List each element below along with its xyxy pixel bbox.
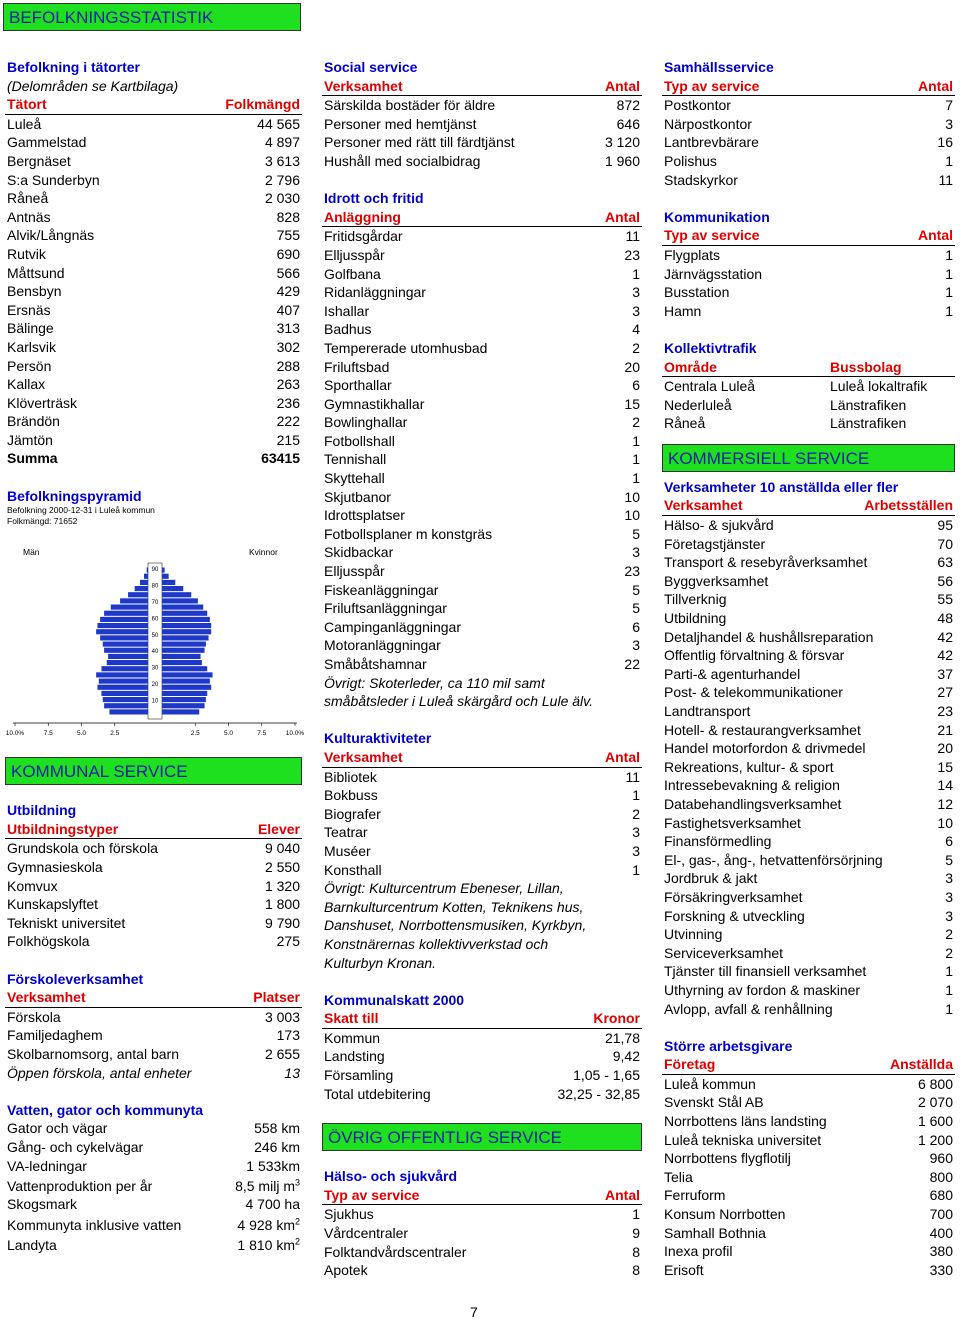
table-row: Kommun 21,78 [324, 1029, 640, 1046]
pyramid-bar-women [162, 703, 205, 708]
pyramid-bar-men [107, 660, 148, 665]
table-row: Rutvik 690 [7, 245, 300, 262]
table-row: Svenskt Stål AB 2 070 [664, 1094, 953, 1111]
section-heading: Befolkning i tätorter [7, 59, 141, 75]
section-heading: Samhällsservice [664, 59, 774, 75]
section-heading: Verksamheter 10 anställda eller fler [664, 478, 899, 495]
pyramid-bar-men [96, 673, 148, 678]
pyramid-caption: Folkmängd: 71652 [7, 516, 78, 527]
table-row: Fastighetsverksamhet 10 [664, 814, 953, 831]
table-row: Idrottsplatser 10 [324, 507, 640, 524]
table-header: Anläggning Antal [322, 208, 642, 228]
pyramid-bar-men [109, 710, 148, 715]
section-heading: Social service [324, 59, 418, 75]
table-row: Elljusspår 23 [324, 246, 640, 263]
pyramid-bar-men [101, 666, 148, 671]
note-line: Barnkulturcentrum Kotten, Teknikens hus, [324, 898, 584, 915]
pyramid-age-label: 80 [151, 583, 159, 590]
table-row: Hushåll med socialbidrag 1 960 [324, 152, 640, 169]
ovrig-service-box: ÖVRIG OFFENTLIG SERVICE [322, 1123, 642, 1151]
table-row: Biografer 2 [324, 805, 640, 822]
communication-table [662, 246, 955, 320]
pyramid-x-tick-label: 2.5 [110, 730, 120, 738]
pyramid-caption: Befolkning 2000-12-31 i Luleå kommun [7, 505, 155, 516]
table-row: Campinganläggningar 6 [324, 618, 640, 635]
note-line: småbåtsleder i Luleå skärgård och Lule älv. [324, 693, 594, 710]
table-row: Grundskola och förskola 9 040 [7, 840, 300, 857]
table-row: S:a Sunderbyn 2 796 [7, 171, 300, 188]
pyramid-age-label: 30 [151, 665, 159, 672]
pyramid-bar-men [144, 574, 148, 579]
table-row: Handel motorfordon & drivmedel 20 [664, 740, 953, 757]
table-row: Måttsund 566 [7, 264, 300, 281]
table-row: Karlsvik 302 [7, 338, 300, 355]
pyramid-bar-women [162, 679, 210, 684]
pyramid-bar-women [162, 666, 207, 671]
table-row: Folkhögskola 275 [7, 933, 300, 950]
pyramid-x-tick-label: 10.0% [5, 730, 25, 738]
water-table [5, 1119, 302, 1175]
pyramid-age-label: 40 [151, 649, 159, 656]
table-row: Ridanläggningar 3 [324, 284, 640, 301]
table-row: Byggverksamhet 56 [664, 572, 953, 589]
pyramid-bar-men [99, 679, 148, 684]
pyramid-bar-men [120, 599, 148, 604]
table-header: Område Bussbolag [662, 358, 955, 378]
pyramid-age-label: 60 [151, 616, 159, 623]
page-number: 7 [470, 1304, 478, 1320]
pyramid-age-label: 90 [151, 567, 159, 574]
business-table [662, 516, 955, 1018]
table-row: Ishallar 3 [324, 302, 640, 319]
preschool-table [5, 1008, 302, 1064]
health-table [322, 1205, 642, 1279]
pyramid-x-tick-label: 5.0 [223, 730, 234, 738]
table-row: Brändön 222 [7, 413, 300, 430]
pyramid-bar-women [162, 673, 213, 678]
table-row: Komvux 1 320 [7, 877, 300, 894]
table-row: Fritidsgårdar 11 [324, 228, 640, 245]
table-row: Intressebevakning & religion 14 [664, 777, 953, 794]
table-row: Förskola 3 003 [7, 1008, 300, 1025]
column-right [662, 58, 955, 1279]
table-row: Inexa profil 380 [664, 1243, 953, 1260]
pyramid-bar-women [162, 697, 206, 702]
table-header: Verksamhet Platser [5, 988, 302, 1008]
table-row: Gymnastikhallar 15 [324, 395, 640, 412]
section-heading: Kollektivtrafik [664, 339, 757, 356]
table-row: Tennishall 1 [324, 451, 640, 468]
table-row: Lantbrevbärare 16 [664, 134, 953, 151]
table-row: Centrala Luleå Luleå lokaltrafik [664, 378, 928, 395]
table-row: Tjänster till finansiell verksamhet 1 [664, 963, 953, 980]
table-row: Serviceverksamhet 2 [664, 944, 953, 961]
table-row: Badhus 4 [324, 321, 640, 338]
pyramid-bar-men [140, 580, 148, 585]
pyramid-bar-men [100, 636, 148, 641]
table-row: Databehandlingsverksamhet 12 [664, 795, 953, 812]
column-middle [322, 58, 642, 1280]
pyramid-men-label: Män [23, 547, 40, 558]
table-row: Transport & resebyråverksamhet 63 [664, 554, 953, 571]
pyramid-bar-women [162, 654, 201, 659]
page-title-box [3, 3, 301, 31]
table-row: Klöverträsk 236 [7, 394, 300, 411]
table-row: Gammelstad 4 897 [7, 134, 300, 151]
table-row: Luleå tekniska universitet 1 200 [664, 1131, 953, 1148]
table-row: Ersnäs 407 [7, 301, 300, 318]
table-row: Småbåtshamnar 22 [324, 656, 640, 672]
section-heading: Kommunikation [664, 208, 770, 225]
social-table [322, 96, 642, 170]
table-row: Öppen förskola, antal enheter 13 [7, 1064, 300, 1081]
pyramid-age-label: 20 [151, 682, 159, 689]
table-row: Jämtön 215 [7, 431, 300, 448]
table-row: Skyttehall 1 [324, 470, 640, 487]
table-row: Hotell- & restaurangverksamhet 21 [664, 721, 953, 738]
table-row: Golfbana 1 [324, 265, 640, 282]
table-row: Bensbyn 429 [7, 283, 300, 300]
section-subheading: (Delområden se Kartbilaga) [7, 77, 179, 94]
pyramid-bar-men [104, 703, 148, 708]
table-row: Polishus 1 [664, 152, 953, 169]
table-row: Luleå 44 565 [7, 115, 300, 132]
table-row: Skjutbanor 10 [324, 488, 640, 505]
table-header: Typ av service Antal [322, 1186, 642, 1206]
table-row: Parti-& agenturhandel 37 [664, 665, 953, 682]
sum-row: Summa 63415 [7, 450, 300, 467]
table-row: Friluftsanläggningar 5 [324, 600, 640, 617]
table-row: Hälso- & sjukvård 95 [664, 517, 953, 534]
society-table [662, 96, 955, 189]
table-row: Persön 288 [7, 357, 300, 374]
table-header: Typ av service Antal [662, 77, 955, 97]
table-row: Motoranläggningar 3 [324, 637, 640, 654]
table-header: Verksamhet Antal [322, 77, 642, 97]
tax-table [322, 1029, 642, 1103]
pyramid-bar-men [103, 697, 148, 702]
table-header: Verksamhet Arbetsställen [662, 496, 955, 516]
table-row: Apotek 8 [324, 1262, 640, 1279]
table-row: Alvik/Långnäs 755 [7, 227, 300, 244]
table-row: VA-ledningar 1 533km [7, 1157, 300, 1174]
pyramid-bar-women [162, 580, 175, 585]
table-row: Landtransport 23 [664, 703, 953, 719]
note-line: Övrigt: Kulturcentrum Ebeneser, Lillan, [324, 880, 564, 897]
table-row: Råneå Länstrafiken [664, 415, 907, 432]
pyramid-x-tick-label: 5.0 [76, 730, 87, 738]
pyramid-bar-women [162, 636, 209, 641]
pyramid-bar-women [162, 592, 191, 597]
table-row: Kallax 263 [7, 376, 300, 393]
pyramid-bar-men [103, 642, 148, 647]
pyramid-bar-men [104, 611, 148, 616]
table-row: Särskilda bostäder för äldre 872 [324, 97, 640, 114]
column-left [5, 58, 305, 1254]
pyramid-bar-women [162, 599, 198, 604]
table-row: Teatrar 3 [324, 824, 640, 841]
table-row: Personer med rätt till färdtjänst 3 120 [324, 134, 640, 151]
pyramid-age-label: 70 [151, 600, 159, 607]
pyramid-bar-women [162, 648, 205, 653]
table-row: Ferruform 680 [664, 1187, 953, 1204]
sports-table [322, 227, 642, 673]
table-row: Gymnasieskola 2 550 [7, 859, 300, 876]
pyramid-age-label: 10 [151, 698, 159, 705]
note-line: Danshuset, Norrbottensmusiken, Kyrkbyn, [324, 917, 587, 934]
section-heading: Hälso- och sjukvård [324, 1168, 458, 1185]
table-row: Antnäs 828 [7, 208, 300, 225]
pyramid-chart [5, 505, 305, 745]
section-heading: Förskoleverksamhet [7, 970, 144, 987]
table-row: Skolbarnomsorg, antal barn 2 655 [7, 1045, 300, 1062]
table-row: Skogsmark 4 700 ha [7, 1196, 300, 1213]
note-line: Konstnärernas kollektivverkstad och [324, 935, 549, 952]
transit-table [662, 377, 955, 433]
table-row: Rekreations, kultur- & sport 15 [664, 758, 953, 775]
pyramid-bar-women [162, 568, 165, 573]
pyramid-bar-men [97, 685, 148, 690]
pyramid-bar-women [162, 642, 206, 647]
table-row: Utvinning 2 [664, 926, 953, 943]
table-row: Tempererade utomhusbad 2 [324, 339, 640, 356]
table-header: Typ av service Antal [662, 226, 955, 246]
pyramid-bar-women [162, 691, 207, 696]
table-row: Busstation 1 [664, 284, 953, 301]
table-row: El-, gas-, ång-, hetvattenförsörjning 5 [664, 851, 953, 868]
table-row: Vattenproduktion per år 8,5 milj $m^3$ [7, 1177, 300, 1195]
section-heading: Vatten, gator och kommunyta [7, 1101, 204, 1118]
table-row: Offentlig förvaltning & försvar 42 [664, 647, 953, 664]
pyramid-bar-women [162, 629, 211, 634]
table-row: Erisoft 330 [664, 1261, 953, 1278]
table-row: Närpostkontor 3 [664, 115, 953, 132]
pyramid-x-tick-label: 10.0% [285, 730, 305, 738]
table-row: Stadskyrkor 11 [664, 171, 953, 188]
note-line: Kulturbyn Kronan. [324, 954, 437, 971]
table-row: Konsum Norrbotten 700 [664, 1206, 953, 1223]
table-row: Jordbruk & jakt 3 [664, 870, 953, 887]
section-heading: Kommunalskatt 2000 [324, 991, 465, 1008]
section-heading: Befolkningspyramid [7, 487, 142, 504]
pyramid-bar-men [97, 623, 148, 628]
education-table [5, 839, 302, 951]
table-row: Bergnäset 3 613 [7, 152, 300, 169]
table-row: Total utdebitering 32,25 - 32,85 [324, 1085, 640, 1102]
pyramid-bar-women [162, 611, 207, 616]
table-header: Utbildningstyper Elever [5, 820, 302, 840]
table-row: Konsthall 1 [324, 861, 640, 878]
table-row: Uthyrning av fordon & maskiner 1 [664, 981, 953, 998]
table-row: Elljusspår 23 [324, 563, 640, 580]
pyramid-bar-women [162, 605, 203, 610]
pyramid-bar-men [147, 568, 148, 573]
pyramid-women-label: Kvinnor [249, 547, 278, 558]
pyramid-bar-men [96, 629, 148, 634]
table-row: Detaljhandel & hushållsreparation 42 [664, 628, 953, 645]
section-heading: Idrott och fritid [324, 190, 424, 207]
table-row: Fotbollsplaner m konstgräs 5 [324, 525, 640, 542]
table-row: Landyta 1 810 $km^2$ [7, 1236, 300, 1253]
table-row: Tekniskt universitet 9 790 [7, 914, 300, 931]
table-row: Luleå kommun 6 800 [664, 1075, 953, 1092]
table-row: Finansförmedling 6 [664, 833, 953, 850]
table-header: Verksamhet Antal [322, 748, 642, 768]
note-line: Övrigt: Skoterleder, ca 110 mil samt [324, 674, 545, 691]
table-header: Skatt till Kronor [322, 1009, 642, 1029]
pyramid-bar-women [162, 586, 183, 591]
pyramid-bar-men [111, 605, 148, 610]
kommunal-service-box: KOMMUNAL SERVICE [5, 757, 302, 785]
culture-table [322, 768, 642, 880]
table-row: Avlopp, avfall & renhållning 1 [664, 1000, 953, 1017]
pyramid-bar-men [135, 586, 148, 591]
pyramid-bar-men [108, 654, 148, 659]
table-row: Muséer 3 [324, 842, 640, 859]
table-row: Bowlinghallar 2 [324, 414, 640, 431]
table-row: Kunskapslyftet 1 800 [7, 896, 300, 913]
table-row: Råneå 2 030 [7, 190, 300, 207]
pyramid-bar-women [162, 623, 211, 628]
pyramid-bar-women [162, 574, 169, 579]
table-row: Tillverknig 55 [664, 591, 953, 608]
table-row: Familjedaghem 173 [7, 1027, 300, 1044]
pyramid-bar-men [104, 648, 148, 653]
table-row: Försäkringverksamhet 3 [664, 888, 953, 905]
pyramid-bar-women [162, 685, 211, 690]
table-row: Gång- och cykelvägar 246 km [7, 1138, 300, 1155]
table-row: Sporthallar 6 [324, 377, 640, 394]
table-row: Utbildning 48 [664, 610, 953, 627]
table-row: Fotbollshall 1 [324, 432, 640, 449]
table-row: Hamn 1 [664, 302, 953, 319]
table-row: Sjukhus 1 [324, 1206, 640, 1223]
table-row: Postkontor 7 [664, 97, 953, 114]
pyramid-bar-men [128, 592, 148, 597]
population-pyramid [5, 505, 305, 745]
pyramid-bar-women [162, 617, 210, 622]
population-table [5, 115, 302, 450]
pyramid-bar-women [162, 710, 199, 715]
table-row: Samhall Bothnia 400 [664, 1224, 953, 1241]
table-row: Friluftsbad 20 [324, 358, 640, 375]
table-row: Forskning & utveckling 3 [664, 907, 953, 924]
section-heading: Större arbetsgivare [664, 1037, 793, 1054]
section-heading: Utbildning [7, 802, 77, 819]
table-row: Telia 800 [664, 1168, 953, 1185]
table-row: Vårdcentraler 9 [324, 1225, 640, 1242]
table-row: Företagstjänster 70 [664, 535, 953, 552]
table-row: Gator och vägar 558 km [7, 1120, 300, 1137]
table-row: Bokbuss 1 [324, 787, 640, 804]
table-row: Skidbackar 3 [324, 544, 640, 561]
table-row: Järnvägsstation 1 [664, 265, 953, 282]
table-row: Bibliotek 11 [324, 768, 640, 785]
pyramid-x-tick-label: 7.5 [257, 730, 267, 738]
pyramid-age-label: 50 [151, 633, 159, 640]
table-row: Nederluleå Länstrafiken [664, 396, 907, 413]
table-row: Bälinge 313 [7, 320, 300, 337]
table-row: Landsting 9,42 [324, 1048, 640, 1065]
table-row: Post- & telekommunikationer 27 [664, 684, 953, 701]
employers-table [662, 1075, 955, 1280]
section-heading: Kulturaktiviteter [324, 730, 432, 747]
table-row: Norrbottens läns landsting 1 600 [664, 1113, 953, 1130]
table-header: Tätort Folkmängd [5, 95, 302, 115]
pyramid-bar-men [101, 691, 148, 696]
table-row: Norrbottens flygflotilj 960 [664, 1150, 953, 1167]
table-row: Flygplats 1 [664, 246, 953, 263]
pyramid-bar-women [162, 660, 202, 665]
pyramid-x-tick-label: 2.5 [190, 730, 200, 738]
table-row: Fiskeanläggningar 5 [324, 581, 640, 598]
pyramid-bar-men [100, 617, 148, 622]
table-header: Företag Anställda [662, 1055, 955, 1075]
table-row: Personer med hemtjänst 646 [324, 115, 640, 132]
table-row: Församling 1,05 - 1,65 [324, 1067, 640, 1084]
table-row: Folktandvårdscentraler 8 [324, 1243, 640, 1260]
pyramid-x-tick-label: 7.5 [43, 730, 53, 738]
page-title: BEFOLKNINGSSTATISTIK [9, 8, 214, 27]
kommersiell-service-box: KOMMERSIELL SERVICE [662, 444, 955, 472]
table-row: Kommunyta inklusive vatten 4 928 $km^2$ [7, 1216, 300, 1233]
